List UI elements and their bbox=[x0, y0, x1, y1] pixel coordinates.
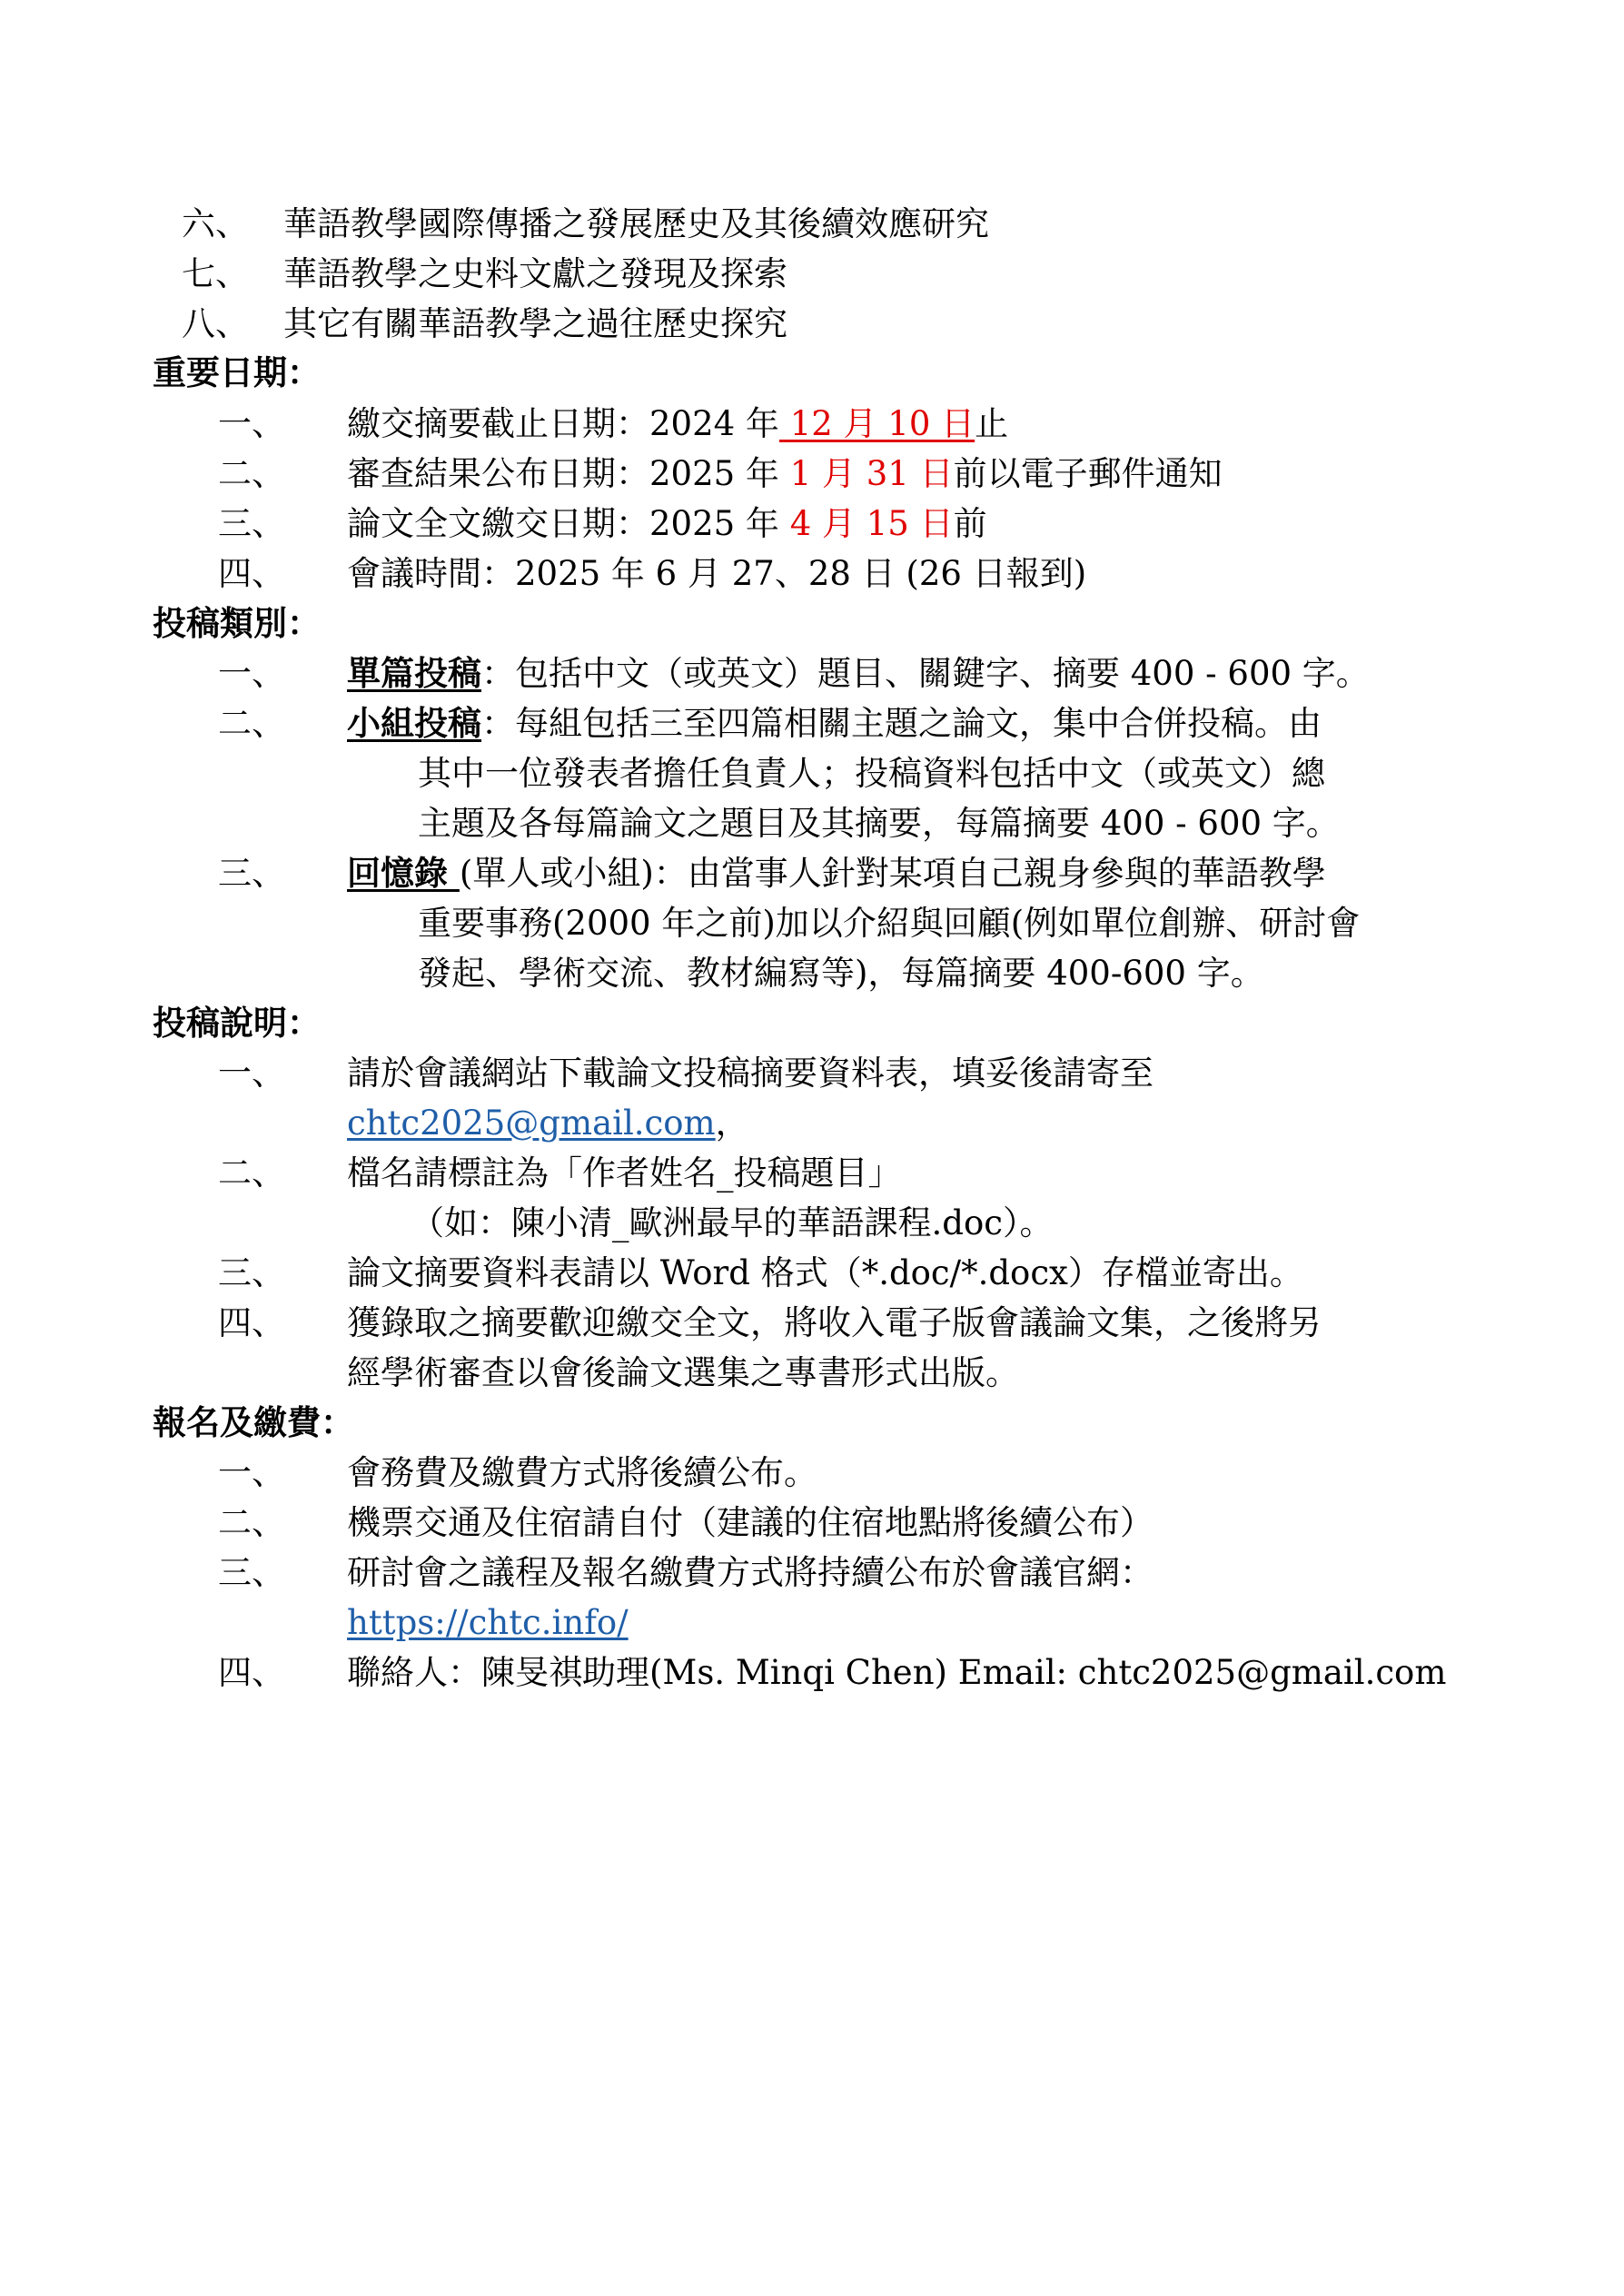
date-num: 三、 bbox=[218, 504, 285, 543]
category-text: ：包括中文（或英文）題目、關鍵字、摘要 400 - 600 字。 bbox=[481, 654, 1370, 693]
category-item bbox=[347, 853, 1326, 893]
category-text: 發起、學術交流、教材編寫等)，每篇摘要 400-600 字。 bbox=[418, 954, 1264, 993]
date-suffix: 止 bbox=[975, 404, 1009, 443]
registration-text: 研討會之議程及報名繳費方式將持續公布於會議官網： bbox=[347, 1553, 1154, 1592]
category-label: 單篇投稿 bbox=[347, 653, 481, 693]
registration-num: 二、 bbox=[218, 1503, 285, 1542]
date-num: 二、 bbox=[218, 454, 285, 493]
email-link[interactable]: chtc2025@gmail.com bbox=[347, 1103, 716, 1143]
date-item bbox=[347, 404, 1009, 443]
date-item bbox=[347, 504, 987, 543]
registration-text: 機票交通及住宿請自付（建議的住宿地點將後續公布） bbox=[347, 1503, 1154, 1542]
category-text: 重要事務(2000 年之前)加以介紹與回顧(例如單位創辦、研討會 bbox=[418, 904, 1361, 943]
registration-num: 三、 bbox=[218, 1553, 285, 1592]
date-num: 四、 bbox=[218, 554, 285, 593]
registration-text: 會務費及繳費方式將後續公布。 bbox=[347, 1453, 817, 1492]
instruction-num: 三、 bbox=[218, 1253, 285, 1292]
category-item bbox=[347, 653, 1370, 693]
date-highlight: 12 月 10 日 bbox=[778, 404, 975, 443]
category-num: 一、 bbox=[218, 654, 285, 693]
category-text: (單人或小組)：由當事人針對某項自己親身參與的華語教學 bbox=[459, 854, 1326, 893]
section-heading-instructions: 投稿說明： bbox=[153, 1004, 321, 1043]
category-text: ：每組包括三至四篇相關主題之論文，集中合併投稿。由 bbox=[481, 704, 1322, 743]
section-heading-dates: 重要日期： bbox=[153, 353, 321, 392]
instruction-text: 論文摘要資料表請以 Word 格式（*.doc/*.docx）存檔並寄出。 bbox=[347, 1253, 1303, 1292]
date-highlight: 1 月 31 日 bbox=[789, 454, 954, 493]
registration-num: 四、 bbox=[218, 1653, 285, 1692]
topic-text: 其它有關華語教學之過往歷史探究 bbox=[283, 304, 787, 343]
category-text: 其中一位發表者擔任負責人；投稿資料包括中文（或英文）總 bbox=[418, 754, 1325, 793]
date-item: 會議時間：2025 年 6 月 27、28 日 (26 日報到) bbox=[347, 554, 1087, 593]
instruction-num: 四、 bbox=[218, 1303, 285, 1342]
topic-num: 六、 bbox=[182, 204, 249, 243]
date-item bbox=[347, 454, 1223, 493]
date-highlight: 4 月 15 日 bbox=[789, 504, 954, 543]
instruction-text: 請於會議網站下載論文投稿摘要資料表，填妥後請寄至 bbox=[347, 1054, 1154, 1093]
section-heading-categories: 投稿類別： bbox=[153, 604, 321, 643]
instruction-text: 獲錄取之摘要歡迎繳交全文，將收入電子版會議論文集，之後將另 bbox=[347, 1303, 1322, 1342]
topic-num: 七、 bbox=[182, 254, 249, 293]
registration-num: 一、 bbox=[218, 1453, 285, 1492]
category-text: 主題及各每篇論文之題目及其摘要，每篇摘要 400 - 600 字。 bbox=[418, 804, 1340, 843]
instruction-text: （如：陳小清_歐洲最早的華語課程.doc）。 bbox=[411, 1203, 1054, 1242]
section-heading-registration: 報名及繳費： bbox=[153, 1403, 354, 1442]
instruction-text: 檔名請標註為「作者姓名_投稿題目」 bbox=[347, 1153, 902, 1193]
instruction-num: 二、 bbox=[218, 1153, 285, 1193]
date-text: 審查結果公布日期：2025 年 bbox=[347, 454, 790, 493]
date-suffix: 前以電子郵件通知 bbox=[953, 454, 1223, 493]
instruction-text: 經學術審查以會後論文選集之專書形式出版。 bbox=[347, 1353, 1019, 1392]
category-label: 回憶錄 bbox=[347, 853, 460, 893]
category-item bbox=[347, 703, 1322, 743]
date-suffix: 前 bbox=[953, 504, 987, 543]
topic-text: 華語教學之史料文獻之發現及探索 bbox=[283, 254, 787, 293]
topic-num: 八、 bbox=[182, 304, 249, 343]
website-link[interactable]: https://chtc.info/ bbox=[347, 1603, 629, 1642]
date-text: 論文全文繳交日期：2025 年 bbox=[347, 504, 790, 543]
category-num: 二、 bbox=[218, 704, 285, 743]
email-link-row bbox=[347, 1103, 749, 1143]
category-label: 小組投稿 bbox=[347, 703, 481, 743]
instruction-text: ， bbox=[715, 1103, 749, 1143]
category-num: 三、 bbox=[218, 854, 285, 893]
instruction-num: 一、 bbox=[218, 1054, 285, 1093]
contact-text: 聯絡人：陳旻祺助理(Ms. Minqi Chen) Email: chtc2025@gmail.com bbox=[347, 1653, 1447, 1692]
date-num: 一、 bbox=[218, 404, 285, 443]
topic-text: 華語教學國際傳播之發展歷史及其後續效應研究 bbox=[283, 204, 989, 243]
date-text: 繳交摘要截止日期：2024 年 bbox=[347, 404, 779, 443]
